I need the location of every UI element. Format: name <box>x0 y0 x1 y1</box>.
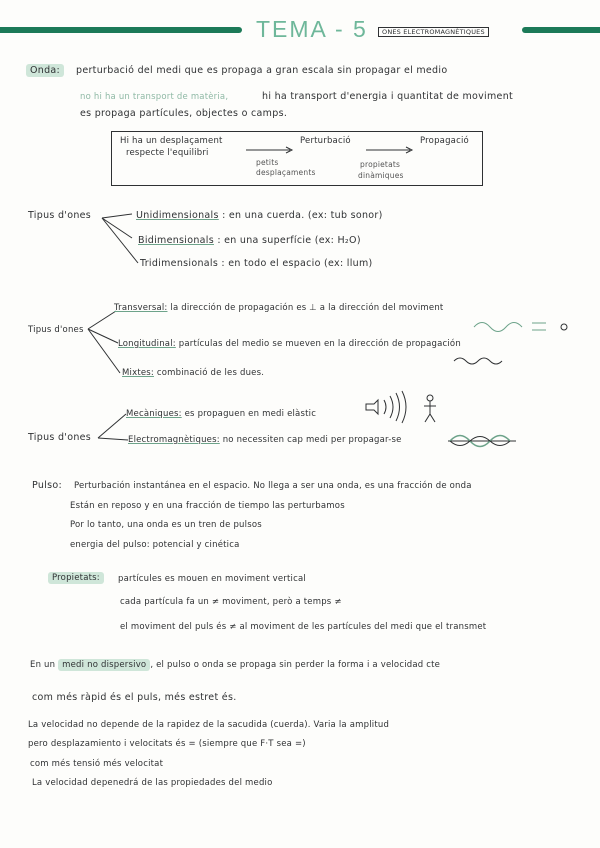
box-sub-mid-2: desplaçaments <box>256 168 316 177</box>
tipus3-item-1-desc: no necessiten cap medi per propagar-se <box>222 435 402 445</box>
pulso-line3: Por lo tanto, una onda es un tren de pulsos <box>70 520 262 530</box>
tipus3-label: Tipus d'ones <box>28 432 92 443</box>
tipus2-item-1-desc: partículas del medio se mueven en la dirección de propagación <box>178 339 461 349</box>
tipus2-item-2-desc: combinació de les dues. <box>156 368 265 378</box>
tipus2-item-0-desc: la dirección de propagación es ⊥ a la dirección del moviment <box>170 303 444 313</box>
onda-label: Onda: <box>26 64 64 77</box>
tipus1-item-2 <box>140 258 373 269</box>
tipus2-item-1 <box>118 339 461 349</box>
pulso-line1: Perturbación instantánea en el espacio. No llega a ser una onda, es una fracción de onda <box>74 481 472 491</box>
transversal-wave-icon <box>472 318 572 340</box>
onda-line3: es propaga partícules, objectes o camps. <box>80 108 288 119</box>
tipus3-item-0-name: Mecàniques: <box>126 409 182 419</box>
header-bar-right <box>522 27 600 33</box>
tipus1-item-0-name: Unidimensionals <box>136 210 219 221</box>
tipus1-item-1-name: Bidimensionals <box>138 235 214 246</box>
box-sub-mid-1: petits <box>256 158 279 167</box>
medi-line3: La velocidad no depende de la rapidez de la sacudida (cuerda). Varia la amplitud <box>28 720 390 730</box>
medi-line4: pero desplazamiento i velocitats és = (siempre que F·T sea =) <box>28 739 306 749</box>
propietats-line1: partícules es mouen en moviment vertical <box>118 574 306 584</box>
box-right: Propagació <box>420 136 469 146</box>
longitudinal-wave-icon <box>452 352 512 371</box>
medi-highlight: medi no dispersivo <box>58 659 150 671</box>
medi-line5: com més tensió més velocitat <box>30 759 164 769</box>
box-mid: Perturbació <box>300 136 351 146</box>
medi-line1 <box>30 660 440 670</box>
propietats-label: Propietats: <box>48 572 104 584</box>
pulso-line2: Están en reposo y en una fracción de tiempo las perturbamos <box>70 501 345 511</box>
page-title: TEMA - 5 <box>256 16 368 42</box>
tipus1-item-2-name: Tridimensionals <box>140 258 219 269</box>
box-left-1: Hi ha un desplaçament <box>120 136 223 146</box>
box-sub-right-1: propietats <box>360 160 401 169</box>
medi-post: , el pulso o onda se propaga sin perder la forma i a velocidad cte <box>150 660 441 670</box>
tipus2-item-2 <box>122 368 264 378</box>
page-subtitle: ONES ELECTROMAGNÈTIQUES <box>378 27 489 37</box>
tipus1-item-1-desc: : en una superfície (ex: H₂O) <box>217 235 361 246</box>
onda-line1: perturbació del medi que es propaga a gran escala sin propagar el medio <box>76 65 448 76</box>
tipus3-item-0 <box>126 409 316 419</box>
box-left-2: respecte l'equilibri <box>126 148 209 158</box>
tipus1-item-2-desc: : en todo el espacio (ex: llum) <box>221 258 373 269</box>
tipus1-item-0-desc: : en una cuerda. (ex: tub sonor) <box>222 210 383 221</box>
medi-line6: La velocidad depenedrá de las propiedades del medio <box>32 778 273 788</box>
box-sub-right-2: dinàmiques <box>358 171 404 180</box>
tipus3-item-1 <box>128 435 402 445</box>
propietats-line2: cada partícula fa un ≠ moviment, però a temps ≠ <box>120 597 342 607</box>
tipus3-item-1-name: Electromagnètiques: <box>128 435 220 445</box>
tipus2-item-2-name: Mixtes: <box>122 368 154 378</box>
tipus2-item-1-name: Longitudinal: <box>118 339 176 349</box>
medi-pre: En un <box>30 660 56 670</box>
arrow-right-icon <box>366 139 416 158</box>
branch-arrows-icon <box>100 208 140 272</box>
pulso-label: Pulso: <box>32 480 62 491</box>
onda-line2-note: no hi ha un transport de matèria, <box>80 92 229 102</box>
medi-line2: com més ràpid és el puls, més estret és. <box>32 692 237 703</box>
em-wave-icon <box>446 430 520 456</box>
tipus1-label: Tipus d'ones <box>28 210 92 221</box>
onda-line2: hi ha transport d'energia i quantitat de moviment <box>262 91 514 102</box>
tipus1-item-1 <box>138 235 361 246</box>
tipus1-item-0 <box>136 210 383 221</box>
propietats-line3: el moviment del puls és ≠ al moviment de les partícules del medi que el transmet <box>120 622 487 632</box>
sound-wave-person-icon <box>360 390 442 430</box>
tipus2-label: Tipus d'ones <box>28 325 84 335</box>
arrow-right-icon <box>246 139 296 158</box>
tipus3-item-0-desc: es propaguen en medi elàstic <box>184 409 317 419</box>
tipus2-item-0-name: Transversal: <box>114 303 168 313</box>
header-bar-left <box>0 27 242 33</box>
pulso-line4: energia del pulso: potencial y cinética <box>70 540 240 550</box>
tipus2-item-0 <box>114 303 443 313</box>
